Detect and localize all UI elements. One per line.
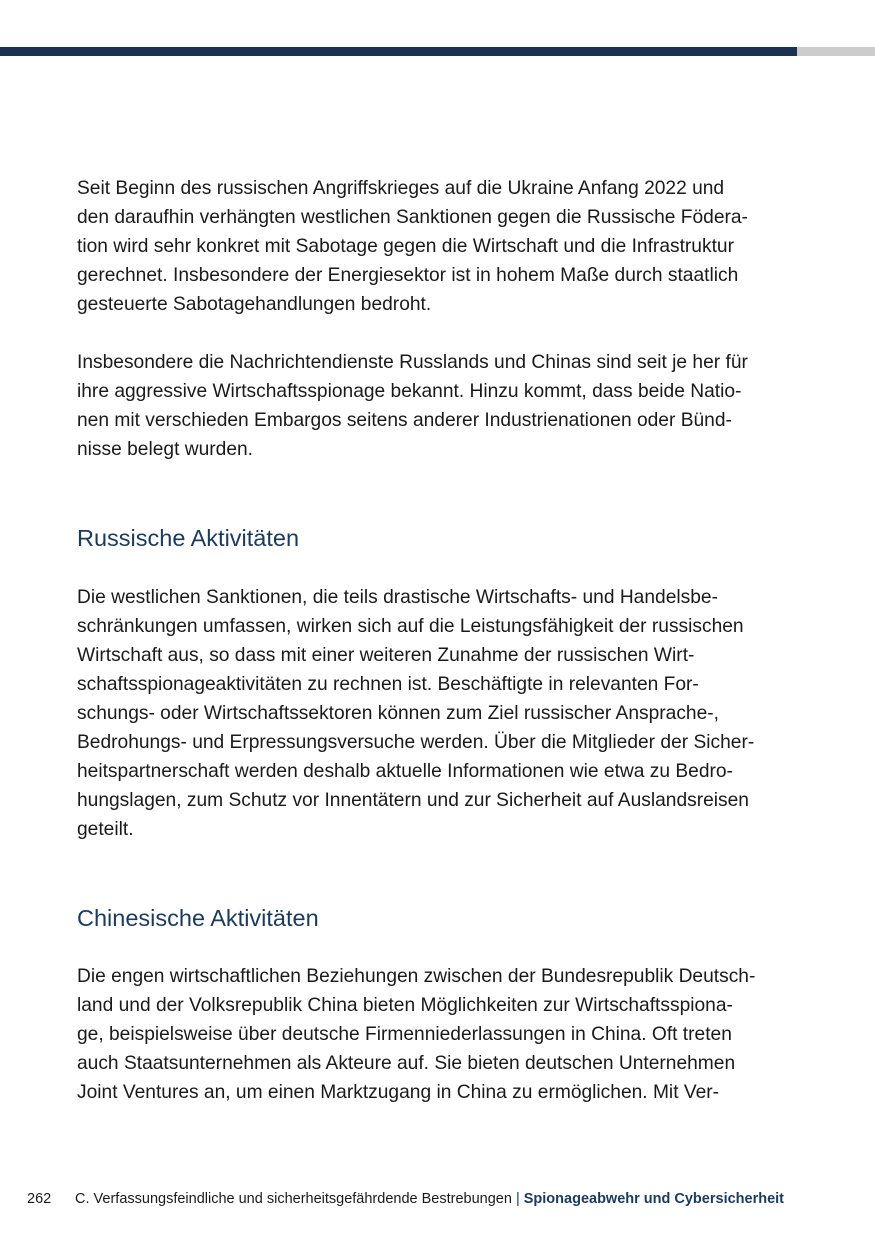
text-line: tion wird sehr konkret mit Sabotage gegen die Wirtschaft und die Infrastruktur [77, 236, 734, 257]
section-heading-china: Chinesische Aktivitäten [77, 905, 319, 931]
text-line: nen mit verschieden Embargos seitens anderer Industrienationen oder Bünd- [77, 410, 732, 431]
text-line: schränkungen umfassen, wirken sich auf die Leistungsfähigkeit der russischen [77, 616, 744, 637]
footer-chapter: C. Verfassungsfeindliche und sicherheitsgefährdende Bestrebungen [75, 1191, 512, 1207]
intro-paragraph [77, 174, 802, 319]
text-line: geteilt. [77, 819, 134, 840]
text-line: hungslagen, zum Schutz vor Innentätern und zur Sicherheit auf Auslandsreisen [77, 790, 749, 811]
header-bar-end [797, 47, 875, 56]
china-paragraph [77, 962, 802, 1107]
text-line: gerechnet. Insbesondere der Energiesektor ist in hohem Maße durch staatlich [77, 265, 739, 286]
text-line: Bedrohungs- und Erpressungsversuche werden. Über die Mitglieder der Sicher- [77, 732, 755, 753]
footer-separator: | [515, 1191, 520, 1207]
text-line: Insbesondere die Nachrichtendienste Russlands und Chinas sind seit je her für [77, 352, 748, 373]
page-content [77, 174, 802, 1107]
text-line: Joint Ventures an, um einen Marktzugang in China zu ermöglichen. Mit Ver- [77, 1082, 720, 1103]
text-line: auch Staatsunternehmen als Akteure auf. Sie bieten deutschen Unternehmen [77, 1053, 736, 1074]
text-line: Seit Beginn des russischen Angriffskrieges auf die Ukraine Anfang 2022 und [77, 178, 725, 199]
footer-section: Spionageabwehr und Cybersicherheit [523, 1191, 784, 1207]
text-line: den daraufhin verhängten westlichen Sanktionen gegen die Russische Födera- [77, 207, 748, 228]
text-line: gesteuerte Sabotagehandlungen bedroht. [77, 294, 432, 315]
text-line: Wirtschaft aus, so dass mit einer weiteren Zunahme der russischen Wirt- [77, 645, 695, 666]
text-line: heitspartnerschaft werden deshalb aktuelle Informationen wie etwa zu Bedro- [77, 761, 733, 782]
header-bar [0, 47, 797, 56]
text-line: land und der Volksrepublik China bieten Möglichkeiten zur Wirtschaftsspiona- [77, 995, 733, 1016]
text-line: schaftsspionageaktivitäten zu rechnen ist. Beschäftigte in relevanten For- [77, 674, 699, 695]
page-footer [27, 1189, 784, 1209]
text-line: Die westlichen Sanktionen, die teils drastische Wirtschafts- und Handelsbe- [77, 587, 718, 608]
text-line: ihre aggressive Wirtschaftsspionage bekannt. Hinzu kommt, dass beide Natio- [77, 381, 742, 402]
section-heading-russia: Russische Aktivitäten [77, 525, 300, 551]
text-line: nisse belegt wurden. [77, 439, 253, 460]
text-line: ge, beispielsweise über deutsche Firmenniederlassungen in China. Oft treten [77, 1024, 732, 1045]
page-number: 262 [27, 1191, 52, 1207]
text-line: Die engen wirtschaftlichen Beziehungen zwischen der Bundesrepublik Deutsch- [77, 966, 756, 987]
second-paragraph [77, 348, 802, 464]
text-line: schungs- oder Wirtschaftssektoren können zum Ziel russischer Ansprache-, [77, 703, 719, 724]
russia-paragraph [77, 583, 802, 844]
